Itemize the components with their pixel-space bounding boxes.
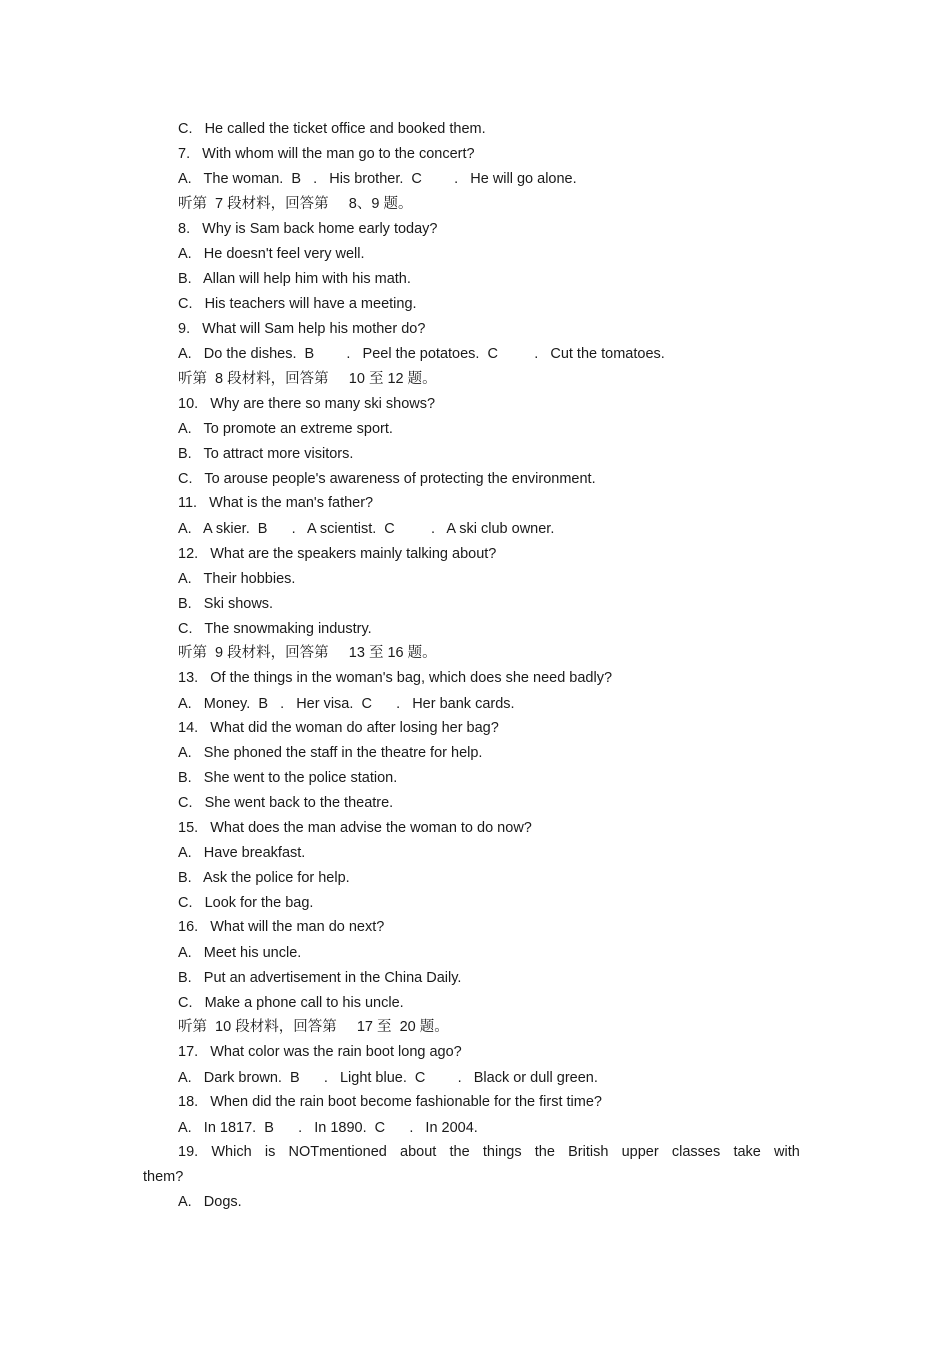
q19-word: Which bbox=[211, 1144, 252, 1160]
section-heading: 听第 8 段材料，回答第 10 至 12 题。 bbox=[178, 371, 437, 387]
q19-word: is bbox=[264, 1144, 276, 1160]
text-line: A. The woman. B . His brother. C . He will go alone. bbox=[178, 171, 577, 187]
text-line: 13. Of the things in the woman's bag, which does she need badly? bbox=[178, 670, 613, 686]
text-line: C. Make a phone call to his uncle. bbox=[178, 995, 404, 1011]
section-heading: 听第 10 段材料，回答第 17 至 20 题。 bbox=[178, 1019, 449, 1035]
q19-word: British bbox=[568, 1144, 609, 1160]
text-line: B. Allan will help him with his math. bbox=[178, 271, 411, 287]
text-line: A. Money. B . Her visa. C . Her bank cards. bbox=[178, 696, 515, 712]
text-line: 9. What will Sam help his mother do? bbox=[178, 321, 426, 337]
question-19-continuation: them? bbox=[143, 1169, 184, 1185]
q19-word: things bbox=[482, 1144, 522, 1160]
text-line: 8. Why is Sam back home early today? bbox=[178, 221, 438, 237]
text-line: 17. What color was the rain boot long ago? bbox=[178, 1044, 462, 1060]
text-line: B. Ski shows. bbox=[178, 596, 274, 612]
text-line: 10. Why are there so many ski shows? bbox=[178, 396, 436, 412]
text-line: 12. What are the speakers mainly talking about? bbox=[178, 546, 497, 562]
q19-word: with bbox=[774, 1144, 800, 1160]
text-line: A. To promote an extreme sport. bbox=[178, 421, 393, 437]
text-line: A. In 1817. B . In 1890. C . In 2004. bbox=[178, 1120, 478, 1136]
text-line: A. A skier. B . A scientist. C . A ski club owner. bbox=[178, 521, 555, 537]
text-line: C. She went back to the theatre. bbox=[178, 795, 394, 811]
text-line: B. Ask the police for help. bbox=[178, 870, 350, 886]
text-line: B. To attract more visitors. bbox=[178, 446, 354, 462]
q19-word: the bbox=[534, 1144, 555, 1160]
q19-word: classes bbox=[671, 1144, 721, 1160]
q19-word: about bbox=[400, 1144, 437, 1160]
text-line: 14. What did the woman do after losing her bag? bbox=[178, 720, 499, 736]
text-line: A. She phoned the staff in the theatre for help. bbox=[178, 745, 483, 761]
text-line: A. Dogs. bbox=[178, 1194, 242, 1210]
text-line: 7. With whom will the man go to the concert? bbox=[178, 146, 475, 162]
text-line: C. To arouse people's awareness of protecting the environment. bbox=[178, 471, 596, 487]
text-line: C. His teachers will have a meeting. bbox=[178, 296, 417, 312]
section-heading: 听第 9 段材料，回答第 13 至 16 题。 bbox=[178, 645, 437, 661]
text-line: B. Put an advertisement in the China Daily. bbox=[178, 970, 462, 986]
text-line: 11. What is the man's father? bbox=[178, 495, 374, 511]
text-line: A. Do the dishes. B . Peel the potatoes. C . Cut the tomatoes. bbox=[178, 346, 665, 362]
q19-word: the bbox=[449, 1144, 470, 1160]
q19-word: 19. bbox=[178, 1144, 199, 1160]
text-line: C. Look for the bag. bbox=[178, 895, 314, 911]
text-line: C. The snowmaking industry. bbox=[178, 621, 372, 637]
text-line: B. She went to the police station. bbox=[178, 770, 398, 786]
text-line: A. Have breakfast. bbox=[178, 845, 306, 861]
text-line: C. He called the ticket office and booked them. bbox=[178, 121, 486, 137]
text-line: A. Dark brown. B . Light blue. C . Black or dull green. bbox=[178, 1070, 598, 1086]
q19-word: NOTmentioned bbox=[288, 1144, 387, 1160]
section-heading: 听第 7 段材料，回答第 8、9 题。 bbox=[178, 196, 413, 212]
text-line: A. Their hobbies. bbox=[178, 571, 296, 587]
text-line: 15. What does the man advise the woman to do now? bbox=[178, 820, 532, 836]
text-line: 16. What will the man do next? bbox=[178, 919, 385, 935]
text-line: A. He doesn't feel very well. bbox=[178, 246, 365, 262]
q19-word: upper bbox=[621, 1144, 659, 1160]
q19-word: take bbox=[733, 1144, 761, 1160]
question-19-line bbox=[178, 1143, 800, 1161]
text-line: 18. When did the rain boot become fashionable for the first time? bbox=[178, 1094, 602, 1110]
text-line: A. Meet his uncle. bbox=[178, 945, 302, 961]
